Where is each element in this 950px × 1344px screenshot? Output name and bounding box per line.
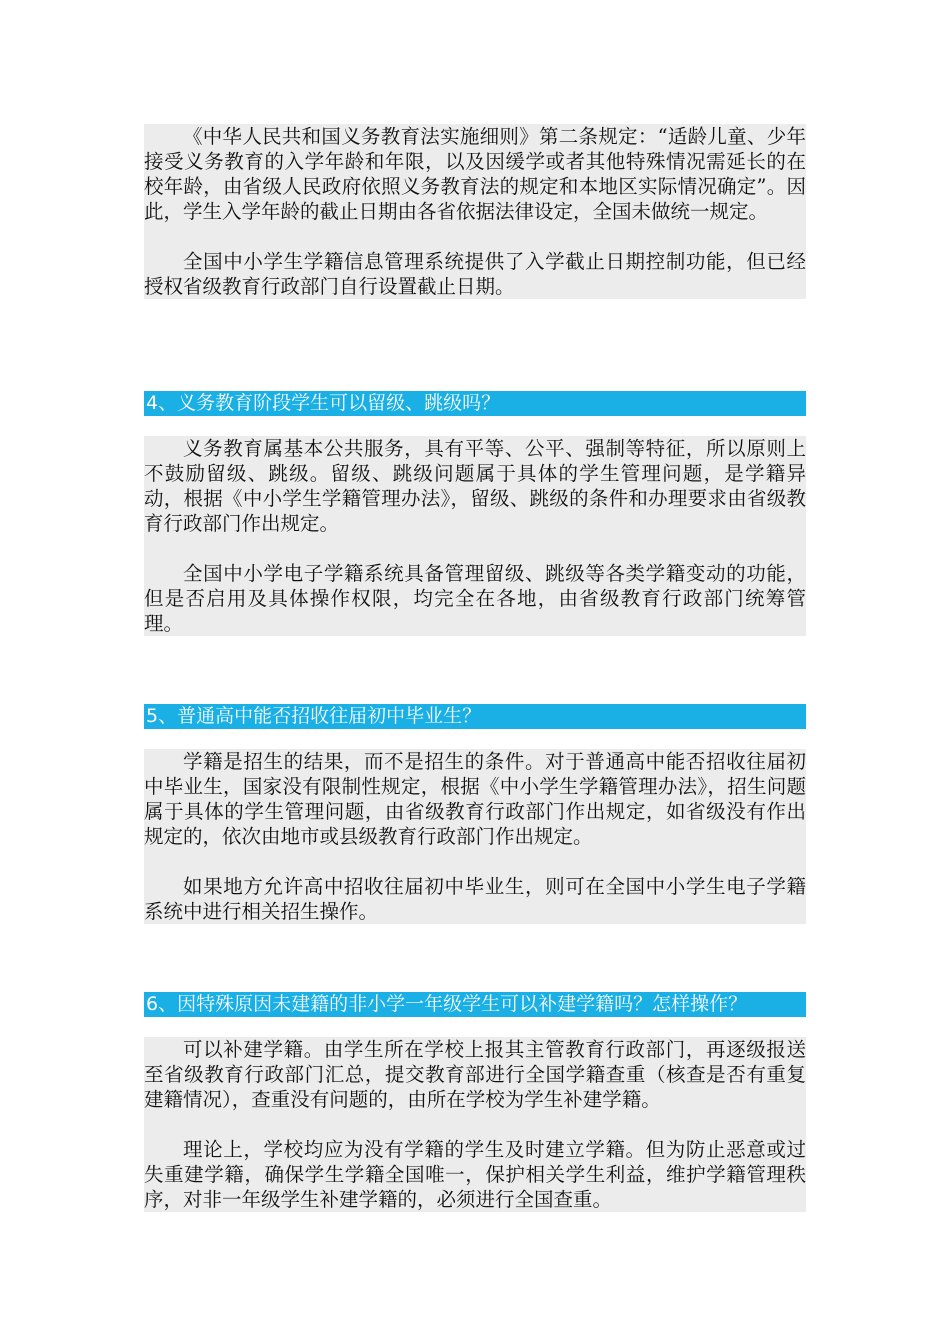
section-4-paragraph-2: 全国中小学电子学籍系统具备管理留级、跳级等各类学籍变动的功能，但是否启用及具体操作权限，均完全在各地，由省级教育行政部门统筹管理。 <box>144 562 806 635</box>
section-5-text-block <box>144 749 806 924</box>
section-6-paragraph-2: 理论上，学校均应为没有学籍的学生及时建立学籍。但为防止恶意或过失重建学籍，确保学生学籍全国唯一，保护相关学生利益，维护学籍管理秩序，对非一年级学生补建学籍的，必须进行全国查重。 <box>144 1138 806 1211</box>
section-6-heading: 6、因特殊原因未建籍的非小学一年级学生可以补建学籍吗？怎样操作？ <box>144 992 806 1017</box>
section-5-heading: 5、普通高中能否招收往届初中毕业生？ <box>144 704 806 729</box>
section-4-paragraph-1: 义务教育属基本公共服务，具有平等、公平、强制等特征，所以原则上不鼓励留级、跳级。留级、跳级问题属于具体的学生管理问题，是学籍异动，根据《中小学生学籍管理办法》，留级、跳级的条件和办理要求由省级教育行政部门作出规定。 <box>144 437 806 535</box>
intro-paragraph-2: 全国中小学生学籍信息管理系统提供了入学截止日期控制功能，但已经授权省级教育行政部门自行设置截止日期。 <box>144 250 806 298</box>
section-5-paragraph-2: 如果地方允许高中招收往届初中毕业生，则可在全国中小学生电子学籍系统中进行相关招生操作。 <box>144 875 806 923</box>
section-6-paragraph-1: 可以补建学籍。由学生所在学校上报其主管教育行政部门，再逐级报送至省级教育行政部门汇总，提交教育部进行全国学籍查重（核查是否有重复建籍情况），查重没有问题的，由所在学校为学生补建学籍。 <box>144 1038 806 1111</box>
intro-text-block <box>144 124 806 299</box>
section-4-text-block <box>144 436 806 636</box>
intro-paragraph-1: 《中华人民共和国义务教育法实施细则》第二条规定：“适龄儿童、少年接受义务教育的入学年龄和年限，以及因缓学或者其他特殊情况需延长的在校年龄，由省级人民政府依照义务教育法的规定和本地区实际情况确定”。因此，学生入学年龄的截止日期由各省依据法律设定，全国未做统一规定。 <box>144 125 806 223</box>
section-6-text-block <box>144 1037 806 1212</box>
section-5-paragraph-1: 学籍是招生的结果，而不是招生的条件。对于普通高中能否招收往届初中毕业生，国家没有限制性规定，根据《中小学生学籍管理办法》，招生问题属于具体的学生管理问题，由省级教育行政部门作出规定，如省级没有作出规定的，依次由地市或县级教育行政部门作出规定。 <box>144 750 806 848</box>
section-4-heading: 4、义务教育阶段学生可以留级、跳级吗？ <box>144 391 806 416</box>
